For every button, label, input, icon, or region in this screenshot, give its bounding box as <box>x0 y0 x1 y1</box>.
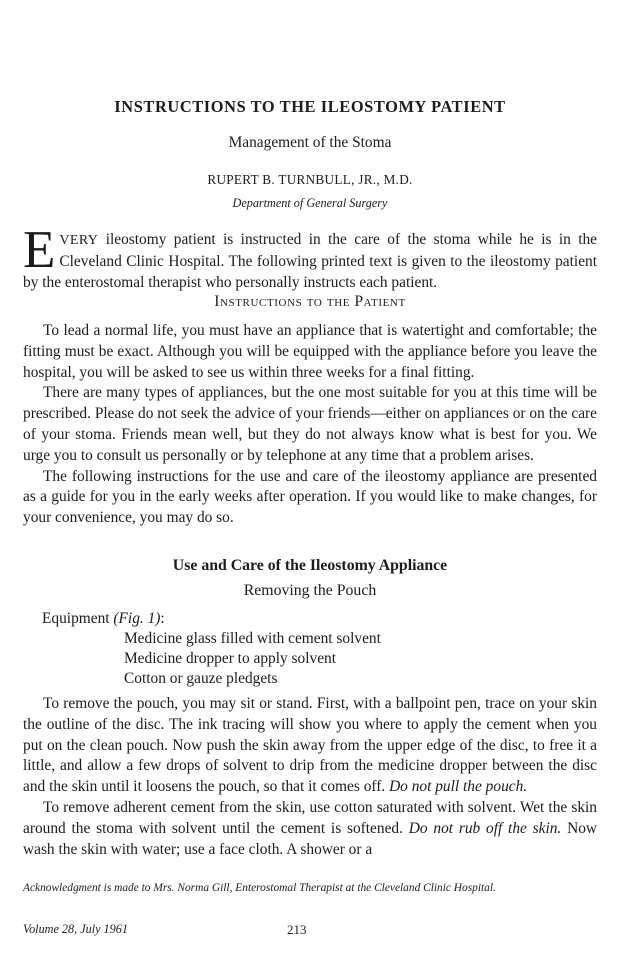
figure-reference: (Fig. 1) <box>113 610 161 627</box>
paragraph-text: Now wash the skin with water; use a face cloth. A shower or a <box>23 819 597 858</box>
page-number: 213 <box>287 922 307 937</box>
paragraph <box>23 694 597 798</box>
intro-paragraph <box>23 221 597 293</box>
author-line: RUPERT B. TURNBULL, JR., M.D. <box>207 172 413 187</box>
equipment-label-text: Equipment <box>42 610 114 627</box>
paragraph-text: To remove the pouch, you may sit or stand. First, with a ballpoint pen, trace on your skin the outline of the disc. The ink tracing will show you where to apply the cement when you put on the clean pouch. Now push the skin away from the upper edge of the disc, to free it a little, and allow a few drops of solvent to drip from the medicine dropper between the disc and the skin until it loosens the pouch, so that it comes off. <box>23 695 597 796</box>
equipment-item: Medicine dropper to apply solvent <box>124 650 336 667</box>
intro-text: ileostomy patient is instructed in the care of the stoma while he is in the Cleveland Clinic Hospital. The following printed text is given to the ileostomy patient by the enterostomal therapist who personally instructs each patient. <box>23 231 597 291</box>
article-title: INSTRUCTIONS TO THE ILEOSTOMY PATIENT <box>114 97 506 116</box>
subsection-subheading: Removing the Pouch <box>243 582 377 599</box>
equipment-label <box>42 610 165 628</box>
section-heading: Instructions to the Patient <box>214 293 406 310</box>
equipment-item: Cotton or gauze pledgets <box>124 670 278 687</box>
article-subtitle: Management of the Stoma <box>228 134 392 151</box>
drop-cap: E <box>23 221 56 279</box>
paragraph: The following instructions for the use and care of the ileostomy appliance are presented as a guide for you in the early weeks after operation. If you would like to make changes, for your convenience, you may do so. <box>23 467 597 527</box>
paragraph: There are many types of appliances, but the one most suitable for you at this time will be prescribed. Please do not seek the advice of your friends—either on appliances or on the care of your stoma. Friends mean well, but they do not always know what is best for you. We urge you to consult us personally or by telephone at any time that a problem arises. <box>23 384 597 464</box>
equipment-item: Medicine glass filled with cement solvent <box>124 630 381 647</box>
instructions-body <box>23 321 597 529</box>
paragraph-text: To remove adherent cement from the skin, use cotton saturated with solvent. Wet the skin around the stoma with solvent until the cement is softened. <box>23 798 597 837</box>
acknowledgment-footnote: Acknowledgment is made to Mrs. Norma Gill, Enterostomal Therapist at the Cleveland Clinic Hospital. <box>23 882 496 894</box>
volume-info: Volume 28, July 1961 <box>23 922 128 936</box>
paragraph-emphasis: Do not pull the pouch. <box>389 778 528 796</box>
intro-small-caps: VERY <box>59 233 99 248</box>
subsection-heading: Use and Care of the Ileostomy Appliance <box>172 557 448 574</box>
equipment-colon: : <box>160 610 165 627</box>
paragraph <box>23 798 597 860</box>
removal-body <box>23 694 597 860</box>
department-line: Department of General Surgery <box>232 196 388 210</box>
paragraph: To lead a normal life, you must have an appliance that is watertight and comfortable; the fitting must be exact. Although you will be equipped with the appliance before you leave the hospital, you will be asked to see us within three weeks for a final fitting. <box>23 322 597 381</box>
paragraph-emphasis: Do not rub off the skin. <box>408 819 562 837</box>
